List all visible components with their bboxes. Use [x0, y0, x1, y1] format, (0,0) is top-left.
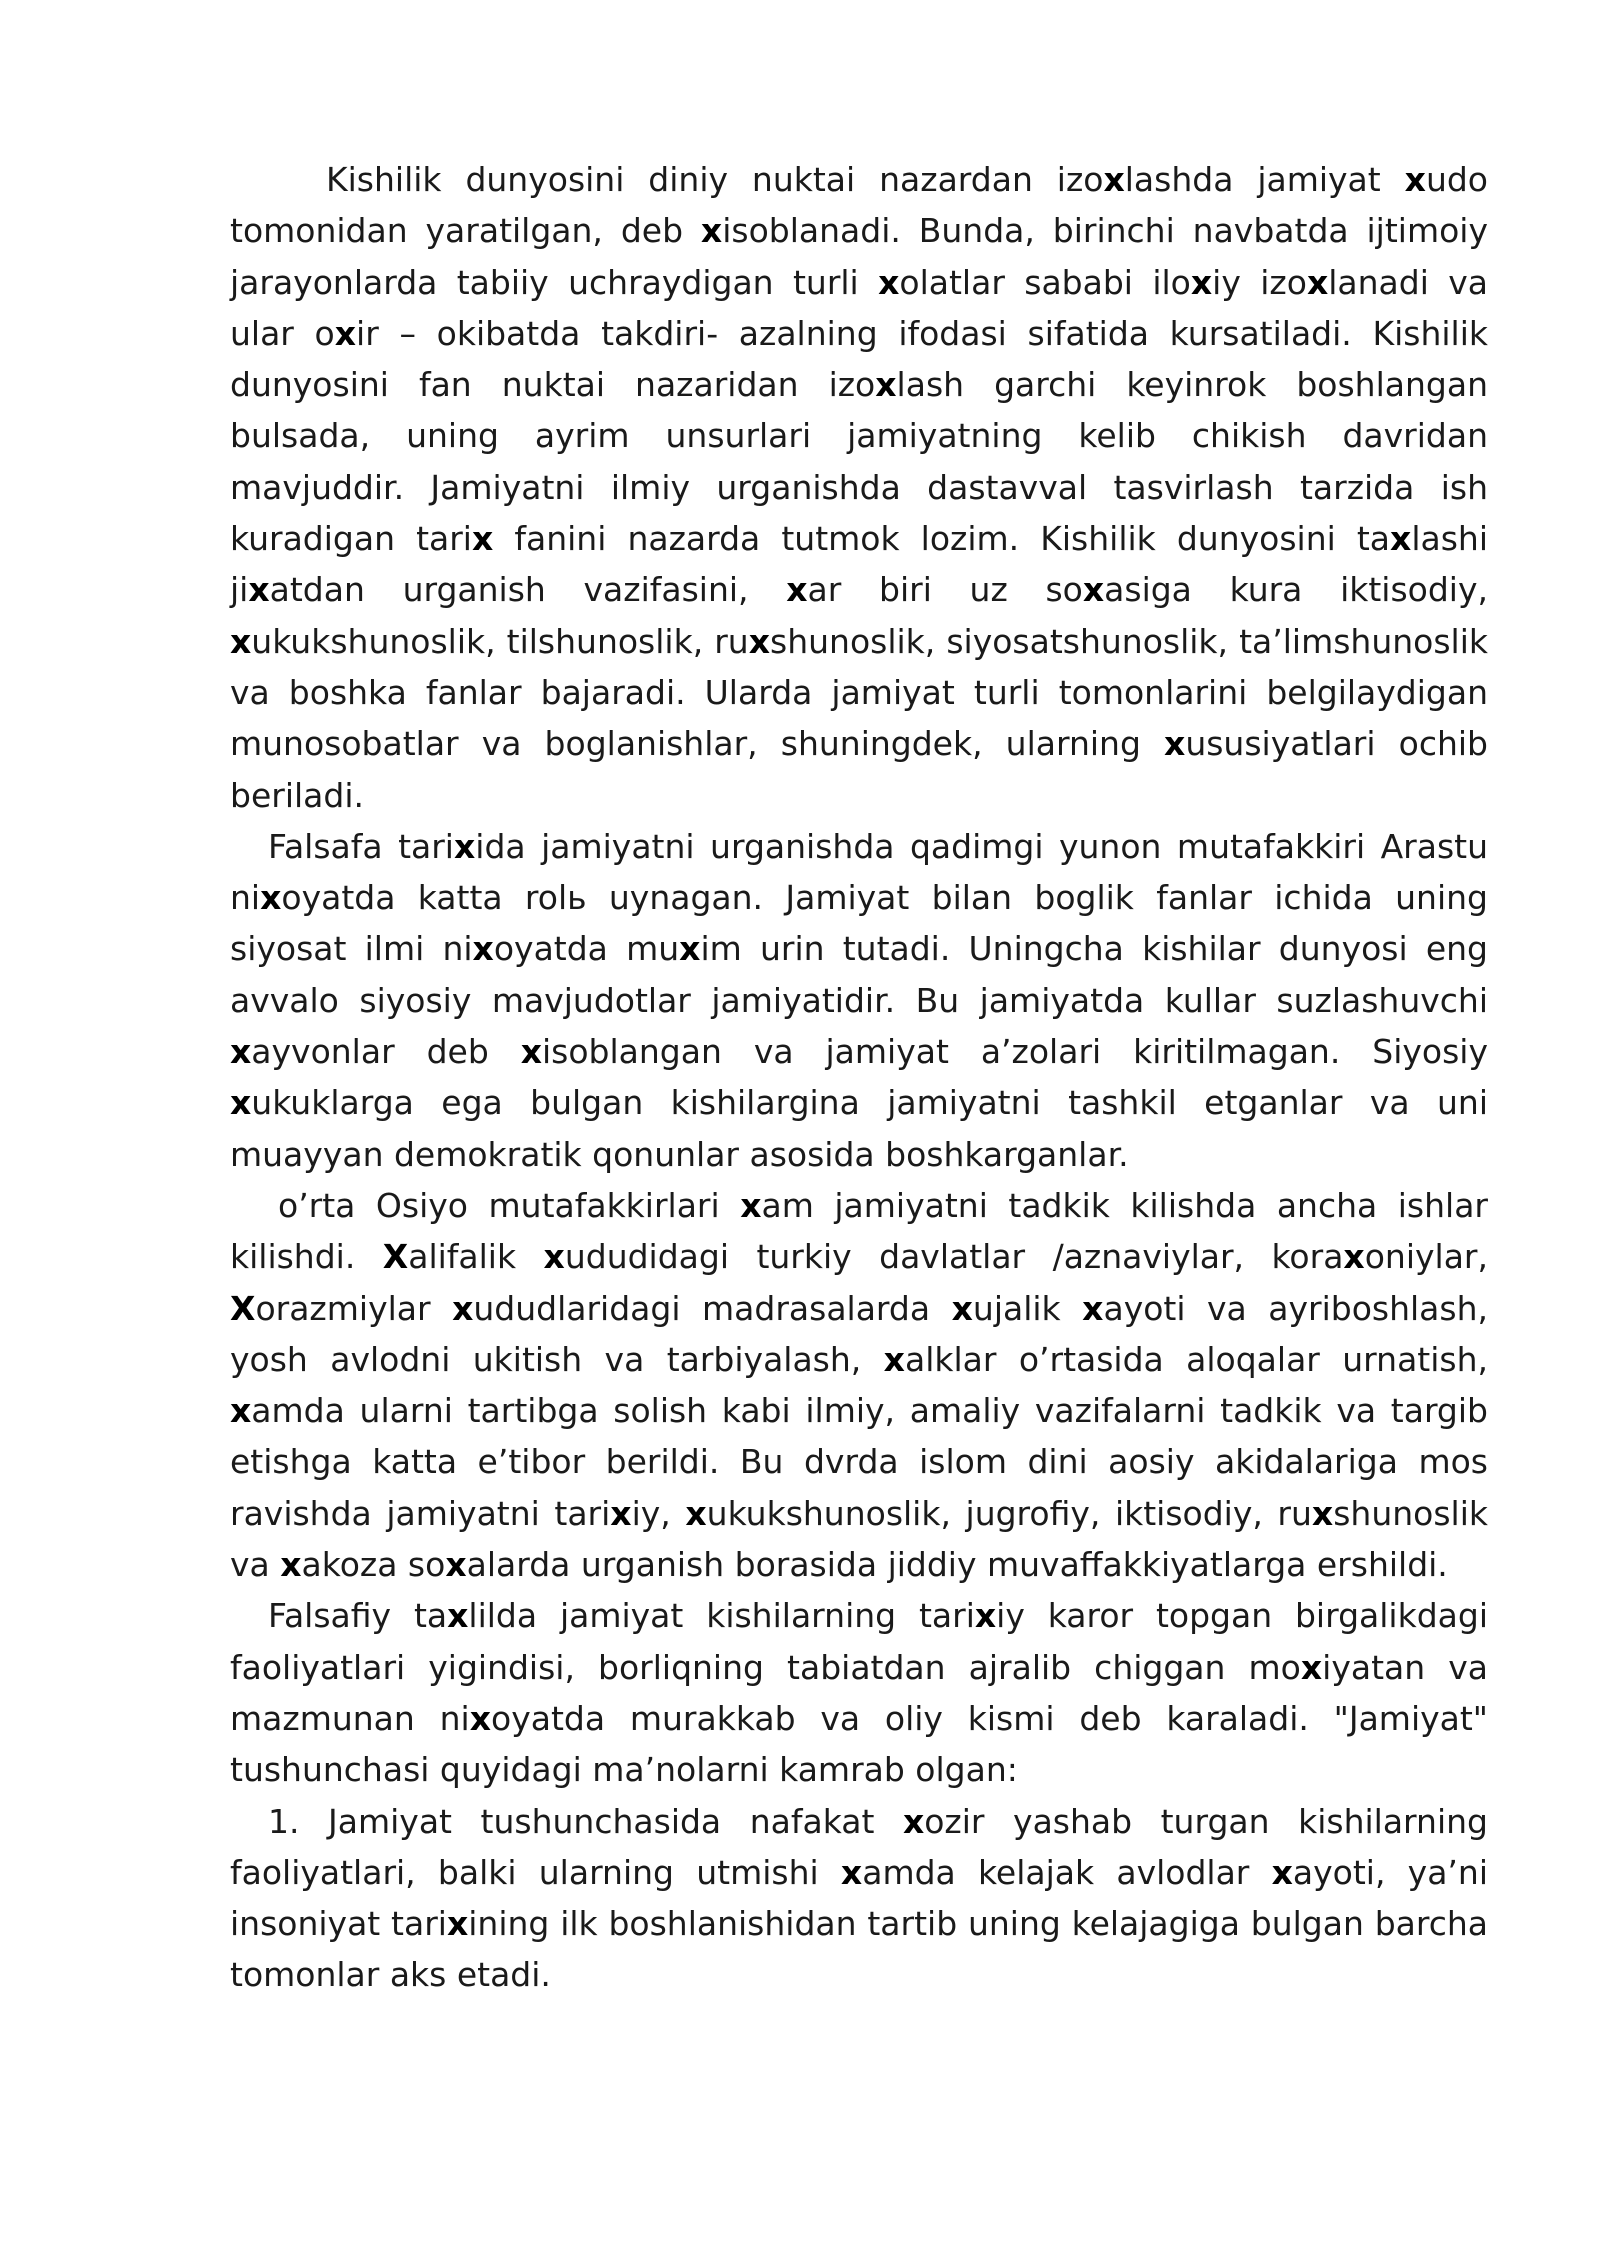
- text-run: shunoslik, siyosatshunoslik, ta’limshunoslik va boshka fanlar bajaradi. Ularda jamiyat turli tomonlarini belgilaydigan munosobatlar va boglanishlar, shuningdek, ularning: [230, 621, 1488, 764]
- text-run: lilda jamiyat kishilarning tari: [468, 1596, 975, 1636]
- bold-letter: x: [248, 570, 270, 610]
- text-run: fanini nazarda tutmok lozim. Kishilik dunyosini ta: [493, 519, 1391, 559]
- bold-letter: x: [875, 365, 897, 405]
- bold-letter: X: [230, 1288, 256, 1328]
- bold-letter: x: [1390, 519, 1412, 559]
- paragraph-3: [230, 1180, 1488, 1590]
- text-run: ujalik: [972, 1288, 1083, 1328]
- text-run: im urin tutadi. Uningcha kishilar dunyosi eng avvalo siyosiy mavjudotlar jamiyatidir. Bu jamiyatda kullar suzlashuvchi: [230, 929, 1488, 1020]
- bold-letter: x: [748, 621, 771, 661]
- text-run: ukuklarga ega bulgan kishilargina jamiyatni tashkil etganlar va uni muayyan demokratik qonunlar asosida boshkarganlar.: [230, 1083, 1488, 1174]
- document-page: [230, 154, 1488, 2001]
- bold-letter: x: [902, 1801, 925, 1841]
- bold-letter: x: [1082, 570, 1105, 610]
- text-run: oyatda murakkab va oliy kismi deb karaladi. "Jamiyat" tushunchasi quyidagi ma’nolarni kamrab olgan:: [230, 1698, 1488, 1790]
- text-run: oyatda mu: [493, 929, 680, 969]
- text-run: ining ilk boshlanishidan tartib uning kelajagiga bulgan barcha tomonlar aks etadi.: [230, 1904, 1488, 1995]
- bold-letter: x: [230, 1083, 252, 1123]
- text-run: iyatan va mazmunan ni: [230, 1647, 1488, 1738]
- text-run: alklar o’rtasida aloqalar urnatish,: [904, 1339, 1488, 1379]
- text-run: ida jamiyatni urganishda qadimgi yunon mutafakkiri Arastu ni: [230, 826, 1488, 918]
- text-run: Kishilik dunyosini diniy nuktai nazardan izo: [326, 160, 1104, 199]
- text-run: ususiyatlari ochib beriladi.: [230, 724, 1488, 815]
- bold-letter: x: [447, 1596, 469, 1636]
- text-run: ir – okibatda takdiri- azalning ifodasi sifatida kursatiladi. Kishilik dunyosini fan nuktai nazaridan izo: [230, 313, 1488, 405]
- bold-letter: x: [1343, 1237, 1365, 1277]
- bold-letter: x: [543, 1237, 565, 1277]
- bold-letter: x: [280, 1545, 302, 1585]
- text-run: oyatda katta rolь uynagan. Jamiyat bilan boglik fanlar ichida uning siyosat ilmi ni: [230, 878, 1488, 969]
- bold-letter: x: [951, 1288, 973, 1328]
- bold-letter: x: [469, 1698, 491, 1738]
- text-run: ududidagi turkiy davlatlar /aznaviylar, kora: [564, 1237, 1344, 1277]
- bold-letter: x: [740, 1185, 762, 1225]
- text-run: ukukshunoslik, tilshunoslik, ru: [251, 621, 749, 661]
- text-run: akoza so: [301, 1545, 446, 1585]
- text-run: isoblangan va jamiyat a’zolari kiritilmagan. Siyosiy: [542, 1032, 1488, 1072]
- text-run: amda kelajak avlodlar: [862, 1852, 1272, 1892]
- text-run: ayoti va ayriboshlash, yosh avlodni ukitish va tarbiyalash,: [230, 1288, 1489, 1379]
- bold-letter: x: [685, 1493, 707, 1533]
- bold-letter: X: [382, 1237, 409, 1277]
- text-run: lashda jamiyat: [1124, 160, 1405, 199]
- text-run: amda ularni tartibga solish kabi ilmiy, amaliy vazifalarni tadkik va targib etishga katta e’tibor berildi. Bu dvrda islom dini aosiy akidalariga mos ravishda jamiyatni tari: [230, 1391, 1488, 1533]
- text-run: oniylar,: [1364, 1237, 1488, 1277]
- paragraph-1: [230, 154, 1488, 821]
- bold-letter: x: [520, 1032, 542, 1072]
- text-run: ayvonlar deb: [251, 1032, 521, 1072]
- bold-letter: x: [1404, 160, 1426, 199]
- bold-letter: x: [230, 1391, 252, 1431]
- text-run: iy izo: [1212, 262, 1307, 302]
- bold-letter: x: [452, 1288, 474, 1328]
- bold-letter: x: [445, 1545, 467, 1585]
- bold-letter: x: [230, 1032, 252, 1072]
- text-run: ozir yashab turgan kishilarning faoliyatlari, balki ularning utmishi: [230, 1801, 1488, 1892]
- text-run: atdan urganish vazifasini,: [269, 570, 787, 610]
- text-run: ukukshunoslik, jugrofiy, iktisodiy, ru: [706, 1493, 1312, 1533]
- bold-letter: x: [1082, 1288, 1104, 1328]
- text-run: alarda urganish borasida jiddiy muvaffakkiyatlarga ershildi.: [466, 1545, 1448, 1585]
- bold-letter: x: [786, 570, 808, 610]
- text-run: 1. Jamiyat tushunchasida nafakat: [268, 1801, 903, 1841]
- text-run: shunoslik va: [230, 1493, 1488, 1585]
- text-run: udo tomonidan yaratilgan, deb: [230, 160, 1488, 251]
- text-run: asiga kura iktisodiy,: [1104, 570, 1488, 610]
- text-run: Falsafiy ta: [268, 1596, 448, 1636]
- text-run: o’rta Osiyo mutafakkirlari: [278, 1185, 741, 1225]
- bold-letter: x: [1164, 724, 1186, 764]
- bold-letter: x: [230, 621, 252, 661]
- text-run: ududlaridagi madrasalarda: [473, 1288, 952, 1328]
- bold-letter: x: [453, 826, 476, 866]
- text-run: iy,: [631, 1493, 686, 1533]
- text-run: lanadi va ular o: [230, 262, 1489, 353]
- bold-letter: x: [878, 262, 900, 302]
- bold-letter: x: [883, 1339, 905, 1379]
- text-run: isoblanadi. Bunda, birinchi navbatda ijtimoiy jarayonlarda tabiiy uchraydigan turli: [230, 211, 1488, 302]
- text-run: orazmiylar: [255, 1288, 453, 1328]
- text-run: olatlar sababi ilo: [899, 262, 1191, 302]
- text-run: Falsafa tari: [268, 826, 454, 866]
- paragraph-2: [230, 821, 1488, 1180]
- text-run: lashi ji: [230, 519, 1488, 610]
- bold-letter: x: [472, 929, 494, 969]
- bold-letter: x: [334, 313, 357, 353]
- bold-letter: x: [840, 1852, 863, 1892]
- text-run: alifalik: [408, 1237, 544, 1277]
- bold-letter: x: [974, 1596, 997, 1636]
- bold-letter: x: [260, 878, 282, 918]
- text-run: ar biri uz so: [807, 570, 1083, 610]
- bold-letter: x: [471, 519, 494, 559]
- text-run: lash garchi keyinrok boshlangan bulsada, uning ayrim unsurlari jamiyatning kelib chikish davridan mavjuddir. Jamiyatni ilmiy urganishda dastavval tasvirlash tarzida ish kuradigan tari: [230, 365, 1488, 559]
- text-run: ayoti, ya’ni insoniyat tari: [230, 1852, 1489, 1944]
- paragraph-4: [230, 1590, 1488, 1795]
- paragraph-5-numbered-item: [230, 1796, 1488, 2001]
- bold-letter: x: [1190, 262, 1213, 302]
- bold-letter: x: [1271, 1852, 1293, 1892]
- bold-letter: x: [700, 211, 723, 251]
- bold-letter: x: [1311, 1493, 1334, 1533]
- bold-letter: x: [1300, 1647, 1323, 1687]
- bold-letter: x: [679, 929, 701, 969]
- bold-letter: x: [1103, 160, 1125, 199]
- text-run: am jamiyatni tadkik kilishda ancha ishlar kilishdi.: [230, 1185, 1488, 1277]
- text-run: iy karor topgan birgalikdagi faoliyatlari yigindisi, borliqning tabiatdan ajralib chiggan mo: [230, 1596, 1488, 1687]
- bold-letter: x: [1306, 262, 1329, 302]
- bold-letter: x: [446, 1904, 469, 1944]
- bold-letter: x: [610, 1493, 632, 1533]
